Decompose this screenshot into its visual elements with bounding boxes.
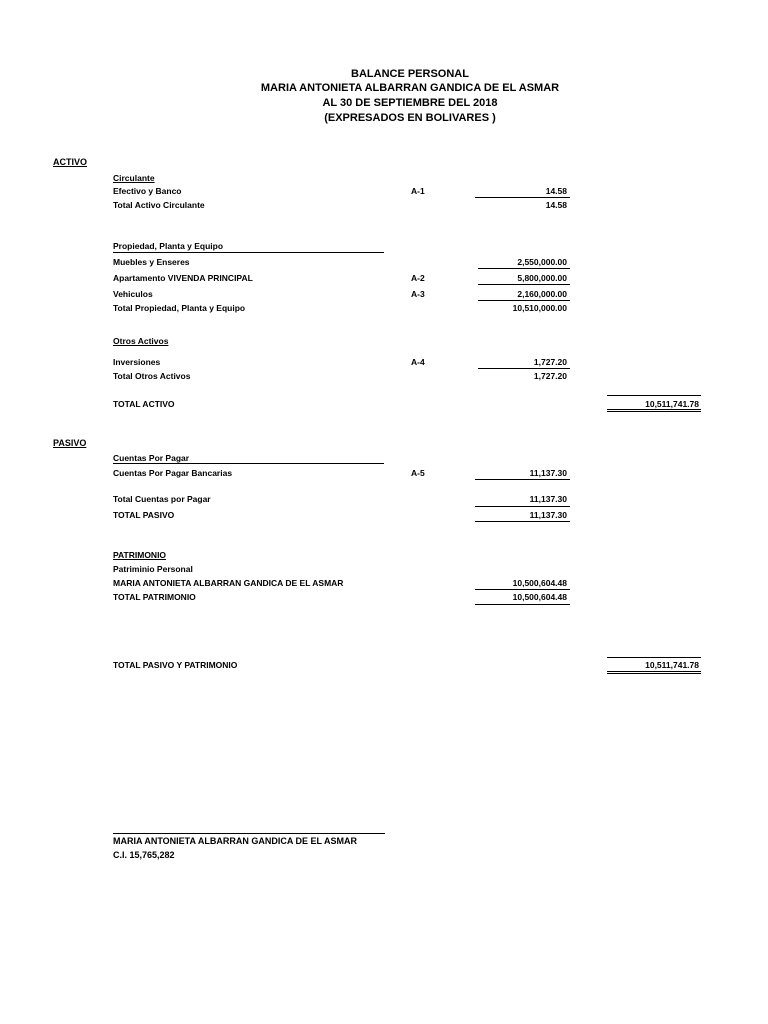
total-activo-value: 10,511,741.78 — [645, 399, 699, 409]
section-activo: ACTIVO — [53, 157, 88, 167]
total-circulante-value: 14.58 — [545, 200, 567, 210]
rule — [475, 604, 570, 605]
signature-line — [113, 833, 385, 834]
grand-total-value: 10,511,741.78 — [645, 660, 699, 670]
otros-heading: Otros Activos — [113, 336, 169, 346]
section-pasivo: PASIVO — [53, 438, 87, 448]
rule — [478, 300, 570, 301]
patrimonio-sub: Patriminio Personal — [113, 564, 193, 574]
total-otros-value: 1,727.20 — [533, 371, 567, 381]
total-cxp-label: Total Cuentas por Pagar — [113, 494, 211, 504]
report-date: AL 30 DE SEPTIEMBRE DEL 2018 — [322, 97, 498, 109]
rule — [475, 589, 570, 590]
report-currency: (EXPRESADOS EN BOLIVARES ) — [324, 112, 496, 124]
total-patrimonio-label: TOTAL PATRIMONIO — [113, 592, 196, 602]
total-circulante-label: Total Activo Circulante — [113, 200, 205, 210]
inversiones-ref: A-4 — [411, 357, 425, 367]
ppe-heading: Propiedad, Planta y Equipo — [113, 241, 224, 251]
total-pasivo-label: TOTAL PASIVO — [113, 510, 175, 520]
rule — [475, 197, 570, 198]
ppe-heading-rule — [113, 252, 384, 253]
total-ppe-label: Total Propiedad, Planta y Equipo — [113, 303, 246, 313]
ppe-item-label: Muebles y Enseres — [113, 257, 190, 267]
ppe-item-value: 2,550,000.00 — [517, 257, 567, 267]
ppe-item-value: 5,800,000.00 — [517, 273, 567, 283]
signature-ci: C.I. 15,765,282 — [113, 850, 175, 860]
inversiones-label: Inversiones — [113, 357, 161, 367]
patrimonio-item-value: 10,500,604.48 — [512, 578, 567, 588]
ppe-item-ref: A-3 — [411, 289, 425, 299]
signature-name: MARIA ANTONIETA ALBARRAN GANDICA DE EL ASMAR — [113, 836, 357, 846]
cxp-heading: Cuentas Por Pagar — [113, 453, 190, 463]
rule — [478, 268, 570, 269]
inversiones-value: 1,727.20 — [533, 357, 567, 367]
patrimonio-heading: PATRIMONIO — [113, 550, 167, 560]
cxp-bancarias-value: 11,137.30 — [529, 468, 567, 478]
efectivo-label: Efectivo y Banco — [113, 186, 182, 196]
total-patrimonio-value: 10,500,604.48 — [512, 592, 567, 602]
double-rule — [607, 671, 701, 674]
circulante-heading: Circulante — [113, 173, 155, 183]
rule — [478, 284, 570, 285]
total-otros-label: Total Otros Activos — [113, 371, 191, 381]
cxp-heading-rule — [113, 463, 384, 464]
total-ppe-value: 10,510,000.00 — [512, 303, 567, 313]
report-title: BALANCE PERSONAL — [351, 68, 469, 80]
total-activo-label: TOTAL ACTIVO — [113, 399, 175, 409]
double-rule — [607, 409, 701, 412]
grand-total-label: TOTAL PASIVO Y PATRIMONIO — [113, 660, 238, 670]
total-cxp-value: 11,137.30 — [529, 494, 567, 504]
efectivo-value: 14.58 — [545, 186, 567, 196]
rule — [478, 368, 570, 369]
efectivo-ref: A-1 — [411, 186, 425, 196]
ppe-item-label: Vehiculos — [113, 289, 153, 299]
rule — [607, 657, 701, 658]
rule — [475, 506, 570, 507]
ppe-item-value: 2,160,000.00 — [517, 289, 567, 299]
total-pasivo-value: 11,137.30 — [529, 510, 567, 520]
cxp-bancarias-ref: A-5 — [411, 468, 425, 478]
rule — [475, 521, 570, 522]
rule — [475, 479, 570, 480]
ppe-item-ref: A-2 — [411, 273, 425, 283]
ppe-item-label: Apartamento VIVENDA PRINCIPAL — [113, 273, 253, 283]
report-owner: MARIA ANTONIETA ALBARRAN GANDICA DE EL ASMAR — [260, 82, 560, 94]
cxp-bancarias-label: Cuentas Por Pagar Bancarias — [113, 468, 233, 478]
rule — [607, 395, 701, 396]
patrimonio-item-label: MARIA ANTONIETA ALBARRAN GANDICA DE EL ASMAR — [113, 578, 344, 588]
